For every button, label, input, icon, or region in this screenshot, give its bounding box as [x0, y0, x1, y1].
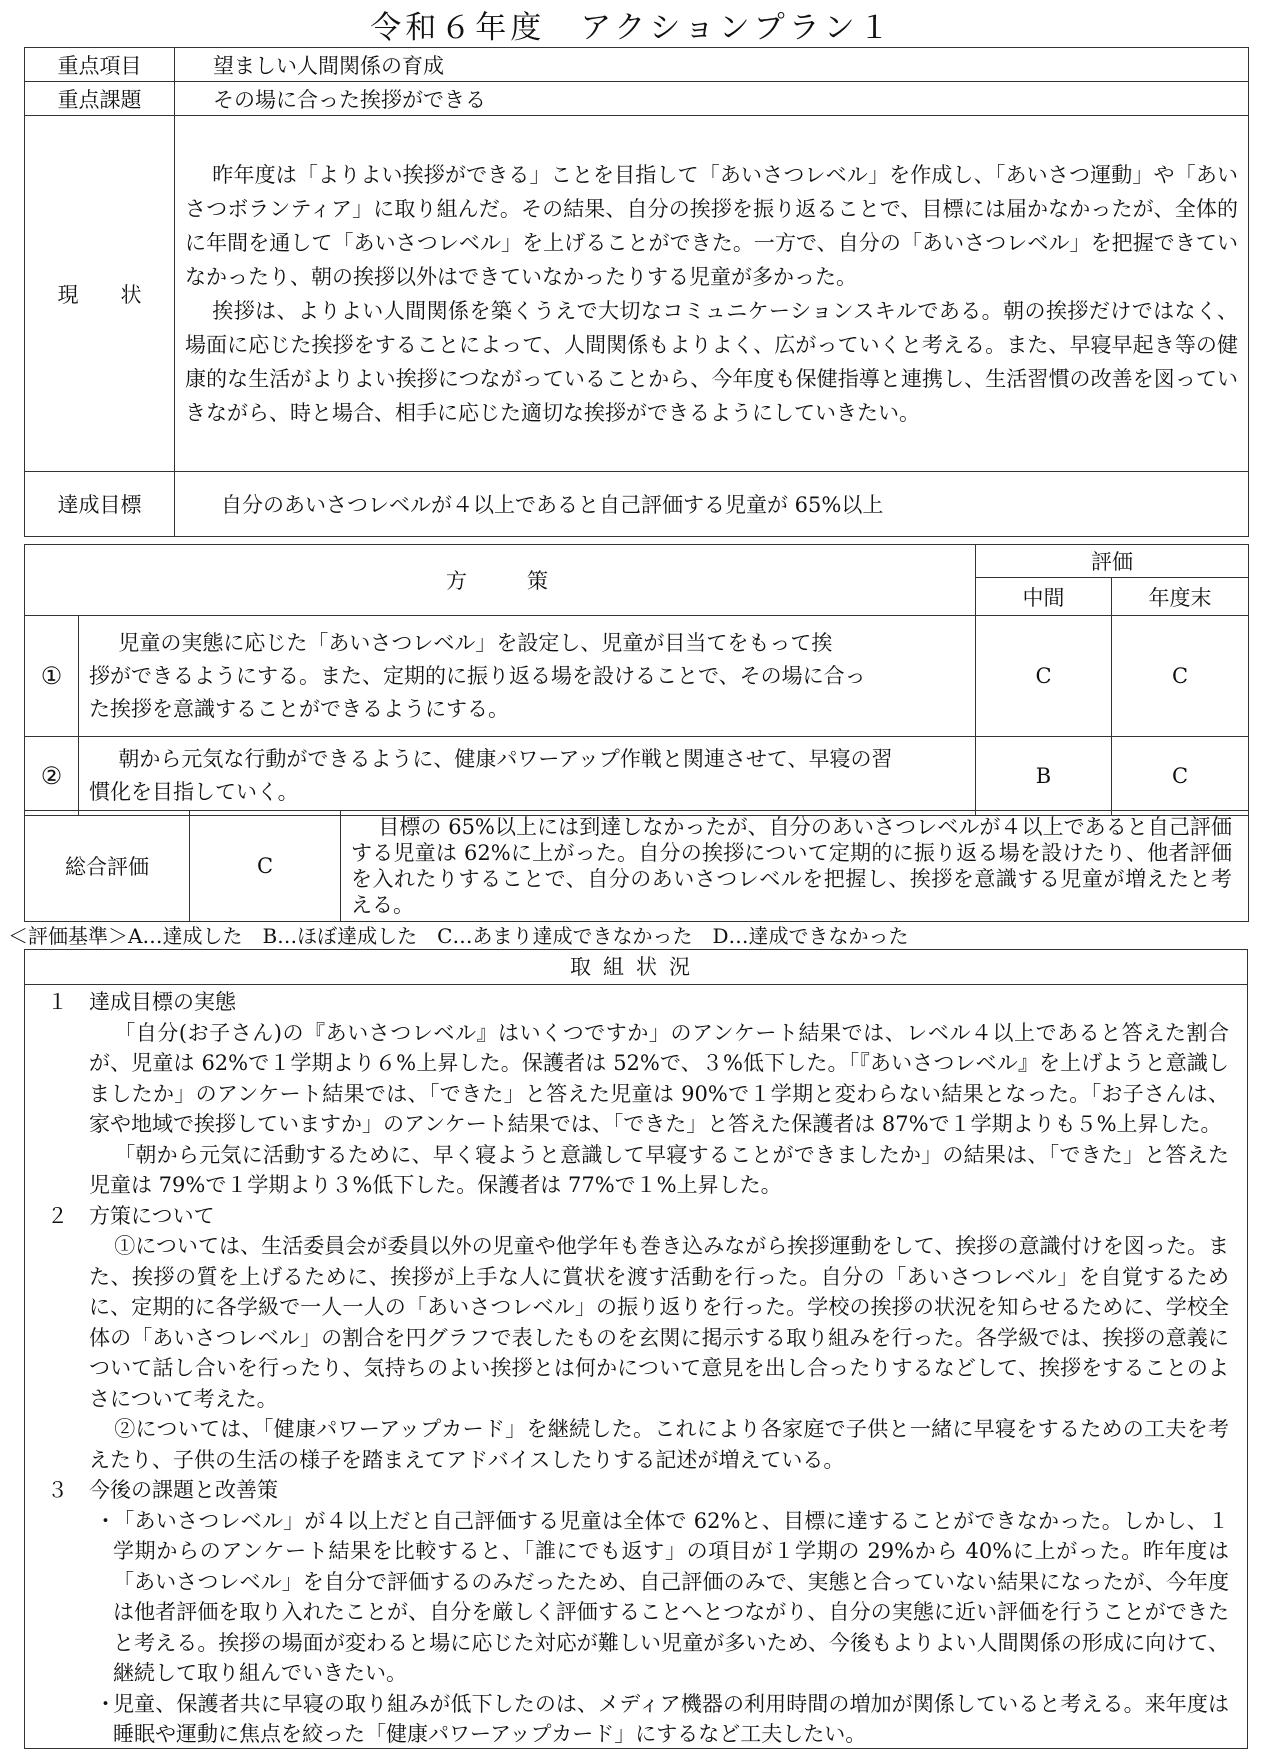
measure-row [25, 737, 1249, 816]
measures-table [24, 544, 1249, 816]
section-paragraph: ②については、「健康パワーアップカード」を継続した。これにより各家庭で子供と一緒に早寝をするための工夫を考えたり、子供の生活の様子を踏まえてアドバイスしたりする記述が増えている。 [89, 1417, 1229, 1472]
section-paragraph: ①については、生活委員会が委員以外の児童や他学年も巻き込みながら挨拶運動をして、挨拶の意識付けを図った。また、挨拶の質を上げるために、挨拶が上手な人に賞状を渡す活動を行った。自分の「あいさつレベル」を自覚するために、定期的に各学級で一人一人の「あいさつレベル」の振り返りを行った。学校の挨拶の状況を知らせるために、学校全体の「あいさつレベル」の割合を円グラフで表したものを玄関に掲示する取り組みを行った。各学級では、挨拶の意義について話し合いを行ったり、気持ちのよい挨拶とは何かについて意見を出し合ったりするなどして、挨拶をすることのよさについて考えた。 [89, 1234, 1229, 1411]
measure-number: ① [25, 616, 79, 737]
yearend-header: 年度末 [1112, 578, 1249, 616]
section-title-text: 今後の課題と改善策 [89, 1478, 278, 1502]
focus-item-label: 重点項目 [25, 48, 175, 82]
focus-issue-label: 重点課題 [25, 82, 175, 116]
current-paragraph: 昨年度は「よりよい挨拶ができる」ことを目指して「あいさつレベル」を作成し、「あいさつ運動」や「あいさつボランティア」に取り組んだ。その結果、自分の挨拶を振り返ることで、目標には届かなかったが、全体的に年間を通して「あいさつレベル」を上げることができた。一方で、自分の「あいさつレベル」を把握できていなかったり、朝の挨拶以外はできていなかったりする児童が多かった。 [185, 162, 1238, 289]
bullet-dot-icon: ・ [95, 1508, 116, 1533]
plan-summary-table [24, 47, 1249, 537]
bullet-text: 「あいさつレベル」が４以上だと自己評価する児童は全体で 62%と、目標に達することができなかった。しかし、１学期からのアンケート結果を比較すると、「誰にでも返す」の項目が１学期の 29%から 40%に上がった。昨年度は「あいさつレベル」を自分で評価するのみだったため、自己評価のみで、実態と合っていない結果になったが、今年度は他者評価を取り入れたことが、自分を厳しく評価することへとつながり、自分の実態に近い評価を行うことができたと考える。挨拶の場面が変わると場に応じた対応が難しい児童が多いため、今後もよりよい人間関係の形成に向けて、継続して取り組んでいきたい。 [113, 1508, 1229, 1685]
section-number: ３ [47, 1478, 68, 1502]
yearend-grade: C [1112, 616, 1249, 737]
section-number: １ [47, 990, 68, 1014]
section-paragraph: 「朝から元気に活動するために、早く寝ようと意識して早寝することができましたか」の結果は、「できた」と答えた児童は 79%で１学期より３%低下した。保護者は 77%で１%上昇した。 [89, 1142, 1229, 1197]
measure-line: 朝から元気な行動ができるように、健康パワーアップ作戦と関連させて、早寝の習 [118, 747, 893, 771]
measure-line: 拶ができるようにする。また、定期的に振り返る場を設けることで、その場に合っ [89, 663, 866, 688]
bullet-text: 児童、保護者共に早寝の取り組みが低下したのは、メディア機器の利用時間の増加が関係していると考える。来年度は睡眠や運動に焦点を絞った「健康パワーアップカード」にするなど工夫したい。 [113, 1691, 1229, 1746]
section-title-text: 方策について [89, 1203, 215, 1228]
status-section [37, 987, 1229, 1201]
overall-text: 目標の 65%以上には到達しなかったが、自分のあいさつレベルが４以上であると自己評価する児童は 62%に上がった。自分の挨拶について定期的に振り返る場を設けたり、他者評価を入れたりすることで、自分のあいさつレベルを把握し、挨拶を意識する児童が増えたと考える。 [341, 811, 1249, 922]
current-status-row [25, 116, 1249, 472]
section-title [37, 987, 1229, 1018]
section-paragraph: 「自分(お子さん)の『あいさつレベル』はいくつですか」のアンケート結果では、レベル４以上であると答えた割合が、児童は 62%で１学期より６%上昇した。保護者は 52%で、３%低下した。「『あいさつレベル』を上げようと意識しましたか」のアンケート結果では、「できた」と答えた児童は 90%で１学期と変わらない結果となった。「お子さんは、家や地域で挨拶していますか」のアンケート結果では、「できた」と答えた保護者は 87%で１学期よりも５%上昇した。 [89, 1020, 1229, 1136]
status-body [25, 985, 1247, 1750]
evaluation-header: 評価 [976, 545, 1249, 578]
focus-item-row [25, 48, 1249, 82]
midterm-header: 中間 [976, 578, 1112, 616]
section-title [37, 1201, 1229, 1232]
status-box [24, 949, 1248, 1749]
focus-issue-value: その場に合った挨拶ができる [175, 82, 1249, 116]
status-section [37, 1475, 1229, 1750]
status-section [37, 1201, 1229, 1476]
bullet-item [37, 1506, 1229, 1689]
overall-evaluation-table [24, 810, 1249, 922]
measure-line: 児童の実態に応じた「あいさつレベル」を設定し、児童が目当てをもって挨 [118, 630, 833, 655]
measure-number: ② [25, 737, 79, 816]
section-number: ２ [47, 1203, 68, 1228]
measure-row [25, 616, 1249, 737]
midterm-grade: C [976, 616, 1112, 737]
goal-row [25, 472, 1249, 537]
measures-header: 方 策 [25, 545, 976, 616]
measure-text [79, 616, 976, 737]
focus-issue-row [25, 82, 1249, 116]
goal-value: 自分のあいさつレベルが４以上であると自己評価する児童が 65%以上 [175, 472, 1249, 537]
focus-item-value: 望ましい人間関係の育成 [175, 48, 1249, 82]
measure-text [79, 737, 976, 816]
current-status-label: 現 状 [25, 116, 175, 472]
midterm-grade: B [976, 737, 1112, 816]
status-header: 取組状況 [25, 950, 1247, 985]
overall-grade: C [190, 811, 341, 922]
section-title-text: 達成目標の実態 [89, 990, 236, 1014]
overall-row [25, 811, 1249, 922]
goal-label: 達成目標 [25, 472, 175, 537]
measure-line: 慣化を目指していく。 [89, 780, 299, 804]
overall-label: 総合評価 [25, 811, 190, 922]
current-status-text [175, 116, 1249, 472]
bullet-item [37, 1689, 1229, 1750]
page-title: 令和６年度 アクションプラン１ [370, 10, 894, 46]
current-paragraph: 挨拶は、よりよい人間関係を築くうえで大切なコミュニケーションスキルである。朝の挨拶だけではなく、場面に応じた挨拶をすることによって、人間関係もよりよく、広がっていくと考える。また、早寝早起き等の健康的な生活がよりよい挨拶につながっていることから、今年度も保健指導と連携し、生活習慣の改善を図っていきながら、時と場合、相手に応じた適切な挨拶ができるようにしていきたい。 [185, 298, 1238, 425]
section-title [37, 1475, 1229, 1506]
measures-header-row [25, 545, 1249, 578]
yearend-grade: C [1112, 737, 1249, 816]
evaluation-criteria: ＜評価基準＞A…達成した B…ほぼ達成した C…あまり達成できなかった D…達成できなかった [8, 924, 909, 948]
measure-line: た挨拶を意識することができるようにする。 [89, 696, 509, 721]
bullet-dot-icon: ・ [95, 1691, 116, 1716]
